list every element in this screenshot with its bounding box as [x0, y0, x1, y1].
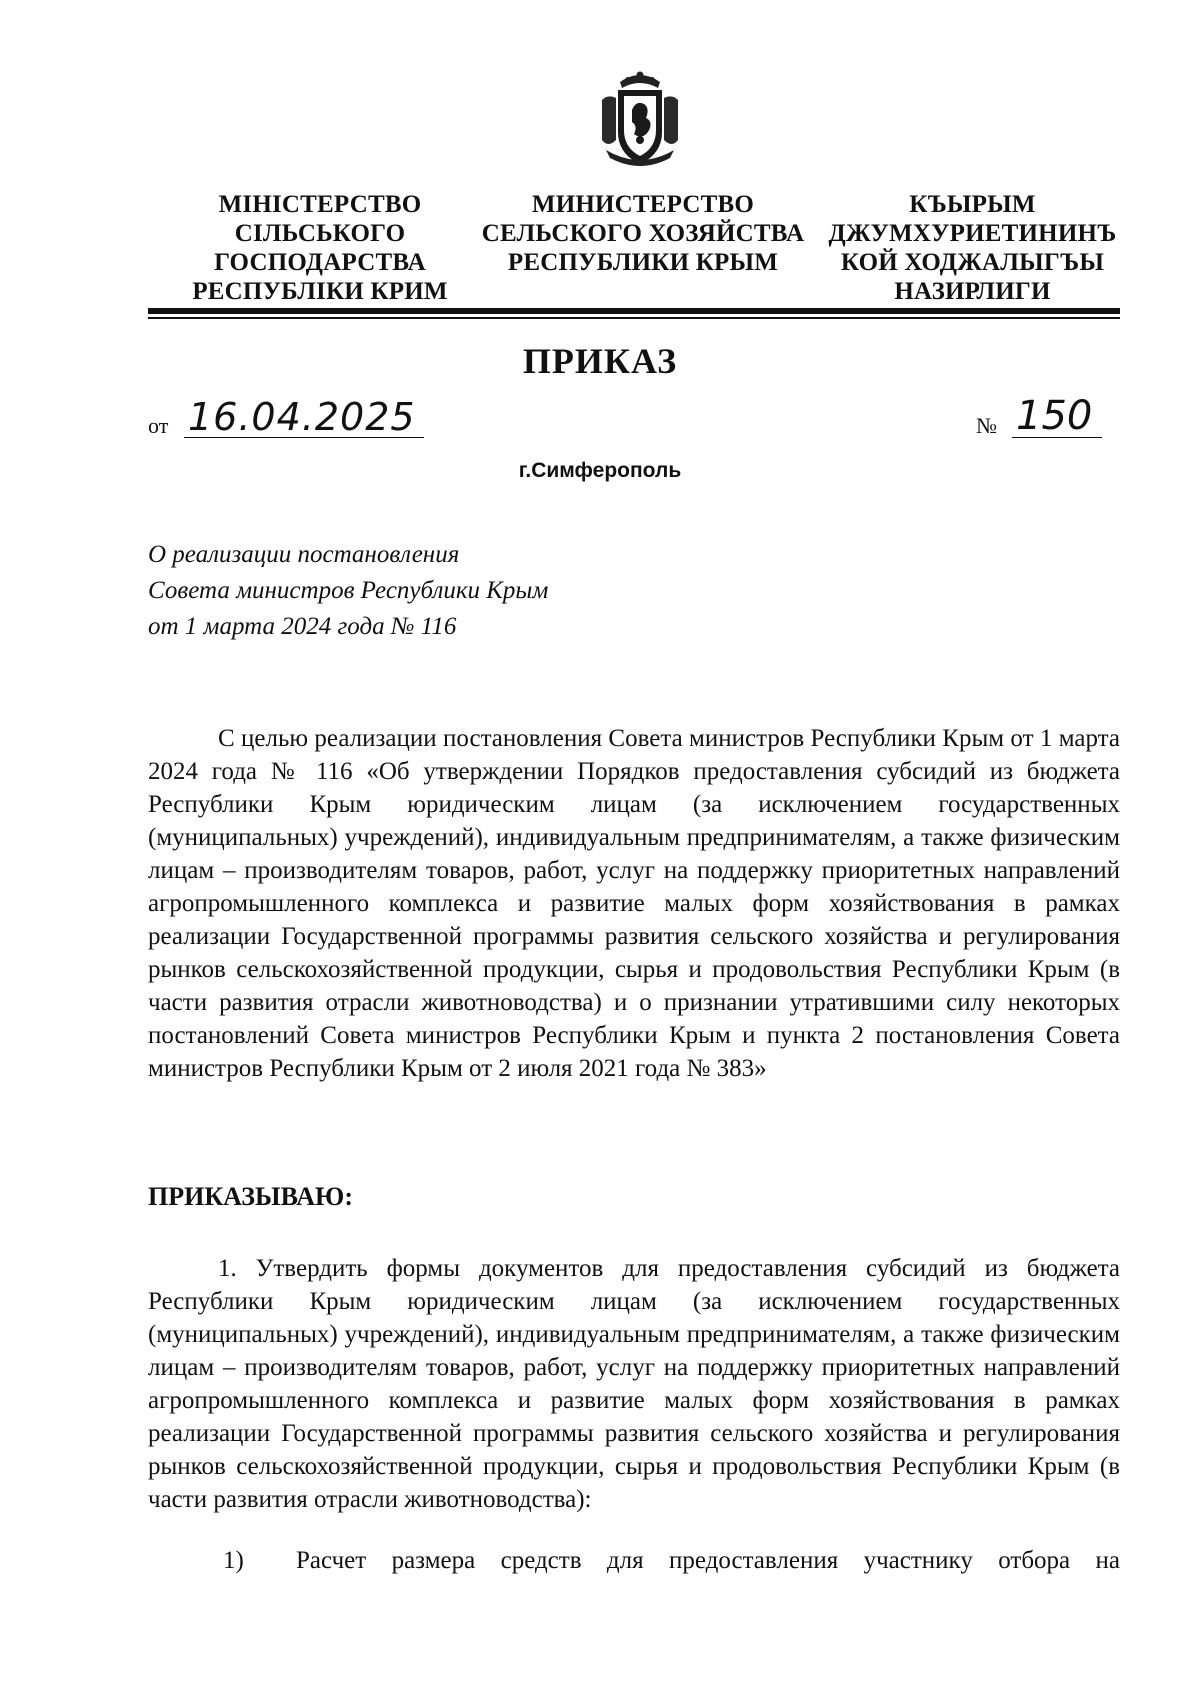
order-item-1	[148, 1252, 1120, 1516]
subitem-number: 1)	[223, 1547, 244, 1574]
ministry-name-crimean-tatar	[820, 190, 1125, 306]
subject-line: О реализации постановления	[148, 541, 460, 568]
subitem-text: Расчет размера средств для предоставления участнику отбора на	[296, 1547, 1120, 1574]
ministry-name-ukrainian	[175, 190, 465, 306]
subject-line: Совета министров Республики Крым	[148, 577, 549, 604]
header-divider-thick	[148, 308, 1120, 314]
crimea-coat-of-arms-icon	[598, 70, 682, 170]
handwritten-date: 16.04.2025	[184, 397, 424, 438]
preamble-paragraph: С целью реализации постановления Совета министров Республики Крым от 1 марта 2024 года № 116 «Об утверждении Порядков предоставления субсидий из бюджета Республики Крым юридическим лицам (за исключением государственных (муниципальных) учреждений), индивидуальным предпринимателям, а также физическим лицам – производителям товаров, работ, услуг на поддержку приоритетных направлений агропромышленного комплекса и развитие малых форм хозяйствования в рамках реализации Государственной программы развития сельского хозяйства и регулирования рынков сельскохозяйственной продукции, сырья и продовольствия Республики Крым (в части развития отрасли животноводства) и о признании утратившими силу некоторых постановлений Совета министров Республики Крым и пункта 2 постановления Совета министров Республики Крым от 2 июля 2021 года № 383»	[148, 725, 1120, 1082]
preamble-block	[148, 722, 1120, 1085]
ministry-crh-line: КЪЫРЫМ	[909, 191, 1036, 218]
ministry-ua-line: СІЛЬСЬКОГО	[234, 220, 406, 247]
ministry-name-russian	[478, 190, 808, 277]
ministry-crh-line: ДЖУМХУРИЕТИНИНЪ	[828, 220, 1117, 247]
handwritten-number: 150	[1012, 395, 1102, 438]
ministry-ru-line: СЕЛЬСКОГО ХОЗЯЙСТВА	[481, 220, 805, 247]
ministry-ua-line: РЕСПУБЛІКИ КРИМ	[192, 278, 448, 305]
order-subject	[148, 537, 548, 645]
subject-line: от 1 марта 2024 года № 116	[148, 613, 457, 640]
ministry-ru-line: МИНИСТЕРСТВО	[531, 191, 755, 218]
order-item-paragraph: 1. Утвердить формы документов для предоставления субсидий из бюджета Республики Крым юридическим лицам (за исключением государственных (муниципальных) учреждений), индивидуальным предпринимателям, а также физическим лицам – производителям товаров, работ, услуг на поддержку приоритетных направлений агропромышленного комплекса и развитие малых форм хозяйствования в рамках реализации Государственной программы развития сельского хозяйства и регулирования рынков сельскохозяйственной продукции, сырья и продовольствия Республики Крым (в части развития отрасли животноводства):	[148, 1255, 1120, 1513]
ministry-ua-line: ГОСПОДАРСТВА	[214, 249, 426, 276]
number-label: №	[976, 413, 997, 438]
ministry-crh-line: КОЙ ХОДЖАЛЫГЪЫ	[840, 249, 1105, 276]
date-label: от	[148, 413, 169, 438]
ministry-crh-line: НАЗИРЛИГИ	[894, 278, 1051, 305]
order-directive-heading: ПРИКАЗЫВАЮ:	[148, 1182, 353, 1211]
header-divider-thin	[148, 317, 1120, 319]
ministry-ua-line: МІНІСТЕРСТВО	[218, 191, 422, 218]
ministry-ru-line: РЕСПУБЛИКИ КРЫМ	[507, 249, 779, 276]
city-name: г.Симферополь	[518, 459, 682, 482]
document-title: ПРИКАЗ	[522, 341, 678, 381]
